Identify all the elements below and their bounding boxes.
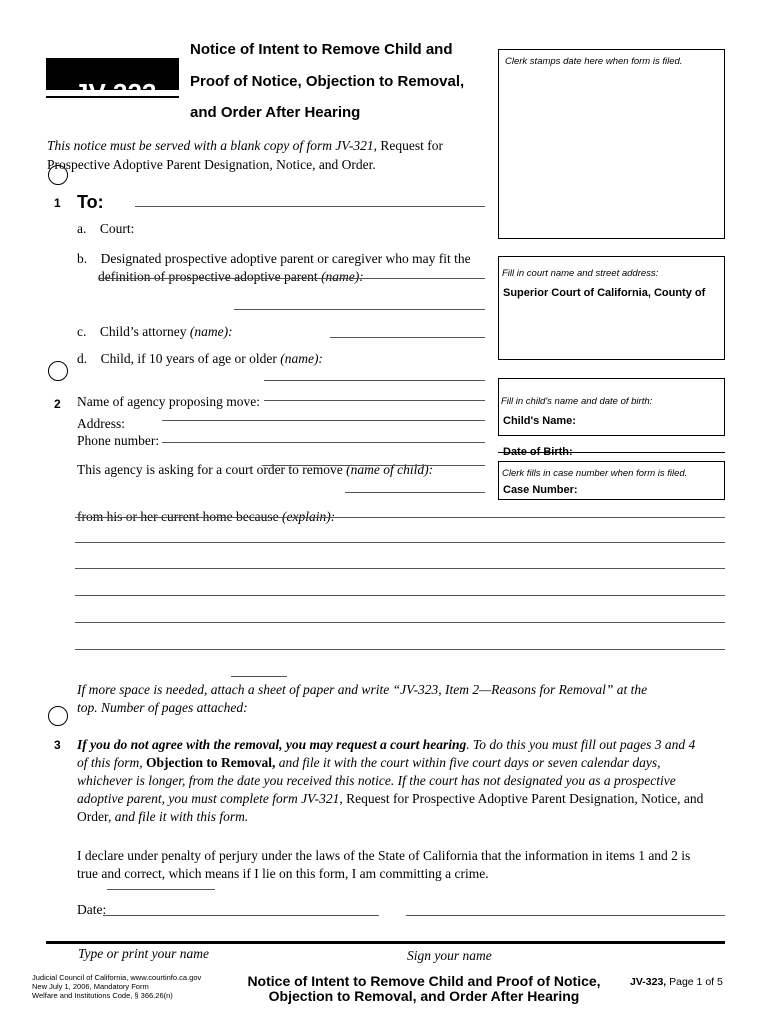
dob-label: Date of Birth: xyxy=(503,446,573,458)
date-field[interactable] xyxy=(103,915,379,916)
declaration-rule xyxy=(107,889,215,890)
item-3-line-4: adoptive parent, you must complete form JV-321, Request for Prospective Adoptive Parent Designation, Notice, and xyxy=(77,791,704,806)
prospective-parent-field-2[interactable] xyxy=(234,309,485,310)
more-space-line-1: If more space is needed, attach a sheet of paper and write “JV-323, Item 2—Reasons for Removal” at the xyxy=(77,682,648,697)
item-3-number: 3 xyxy=(54,738,61,752)
item-3-line-1: If you do not agree with the removal, you may request a court hearing. To do this you must fill out pages 3 and 4 xyxy=(77,737,696,752)
address-label: Address: xyxy=(77,416,125,431)
item-1-label: To: xyxy=(77,192,104,212)
removal-reason: from his or her current home because (explain): xyxy=(77,509,336,524)
court-box-label: Fill in court name and street address: xyxy=(502,268,659,279)
agency-label: Name of agency proposing move: xyxy=(77,394,260,409)
explain-line-2[interactable] xyxy=(75,542,725,543)
explain-line-3[interactable] xyxy=(75,568,725,569)
prospective-parent-field[interactable] xyxy=(98,278,485,279)
child-name-field[interactable] xyxy=(264,380,485,381)
item-1-number: 1 xyxy=(54,196,61,210)
form-code: JV-323 xyxy=(74,78,157,108)
title-line-2: Proof of Notice, Objection to Removal, xyxy=(190,73,465,90)
phone-field[interactable] xyxy=(162,442,485,443)
item-3-line-5: Order, and file it with this form. xyxy=(77,809,249,824)
sign-name-label: Sign your name xyxy=(407,948,492,963)
explain-line-5[interactable] xyxy=(75,622,725,623)
to-field[interactable] xyxy=(135,206,485,207)
item-3-line-3: whichever is longer, from the date you received this notice. If the court has not designated you as a prospective xyxy=(77,773,676,788)
item-1b-line-2: definition of prospective adoptive parent (name): xyxy=(98,269,364,284)
declaration-line-2: true and correct, which means if I lie on this form, I am committing a crime. xyxy=(77,866,489,881)
page-indicator: JV-323, Page 1 of 5 xyxy=(630,976,723,988)
agency-field[interactable] xyxy=(264,400,485,401)
header-rule xyxy=(46,96,179,98)
form-code-badge xyxy=(46,58,179,108)
case-number-label: Case Number: xyxy=(503,484,578,496)
footer-meta: Judicial Council of California, www.courtinfo.ca.gov New July 1, 2006, Mandatory Form Welfare and Institutions Code, § 366.26(n) xyxy=(32,973,202,1000)
notice-line-2: Prospective Adoptive Parent Designation, Notice, and Order. xyxy=(47,157,376,172)
date-label: Date: xyxy=(77,902,107,917)
clerk-stamp-box xyxy=(498,49,725,239)
court-name-value: Superior Court of California, County of xyxy=(503,287,706,299)
child-name-label: Child's Name: xyxy=(503,415,576,427)
clerk-stamp-label: Clerk stamps date here when form is filed. xyxy=(505,56,683,67)
item-1-checkbox[interactable] xyxy=(48,165,68,185)
item-1c: c. Child’s attorney (name): xyxy=(77,324,233,339)
item-2-checkbox[interactable] xyxy=(48,706,68,726)
item-1d: d. Child, if 10 years of age or older (name): xyxy=(77,351,323,366)
type-name-label: Type or print your name xyxy=(78,946,209,961)
more-space-line-2: top. Number of pages attached: xyxy=(77,700,248,715)
item-1a-court: a. Court: xyxy=(77,221,135,236)
footer-title: Notice of Intent to Remove Child and Proof of Notice, Objection to Removal, and Order After Hearing xyxy=(247,973,601,1004)
removal-request: This agency is asking for a court order to remove (name of child): xyxy=(77,462,434,477)
child-info-box[interactable] xyxy=(498,378,725,436)
item-3-line-2: of this form, Objection to Removal, and file it with the court within five court days or seven calendar days, xyxy=(77,755,661,770)
removal-field[interactable] xyxy=(262,465,485,466)
signature-rule xyxy=(46,941,725,944)
explain-line-4[interactable] xyxy=(75,595,725,596)
child-attorney-field[interactable] xyxy=(330,337,485,338)
child-box-label: Fill in child's name and date of birth: xyxy=(501,396,653,407)
phone-label: Phone number: xyxy=(77,433,160,448)
declaration-line-1: I declare under penalty of perjury under the laws of the State of California that the information in items 1 and 2 is xyxy=(77,848,691,863)
court-box[interactable] xyxy=(498,256,725,360)
notice-line-1: This notice must be served with a blank copy of form JV-321, Request for xyxy=(47,138,443,153)
case-number-box[interactable] xyxy=(498,461,725,500)
signature-field[interactable] xyxy=(406,915,725,916)
child-removal-name-field[interactable] xyxy=(345,492,485,493)
item-1d-checkbox[interactable] xyxy=(48,361,68,381)
item-2-number: 2 xyxy=(54,397,61,411)
explain-line-1[interactable] xyxy=(75,517,725,518)
title-line-1: Notice of Intent to Remove Child and xyxy=(190,41,453,58)
case-box-label: Clerk fills in case number when form is filed. xyxy=(502,468,688,479)
title-line-3: and Order After Hearing xyxy=(190,104,361,121)
explain-line-6[interactable] xyxy=(75,649,725,650)
item-1b-line-1: b. Designated prospective adoptive parent or caregiver who may fit the xyxy=(77,251,471,266)
dob-rule xyxy=(498,452,725,453)
pages-attached-field[interactable] xyxy=(231,676,287,677)
address-field[interactable] xyxy=(162,420,485,421)
